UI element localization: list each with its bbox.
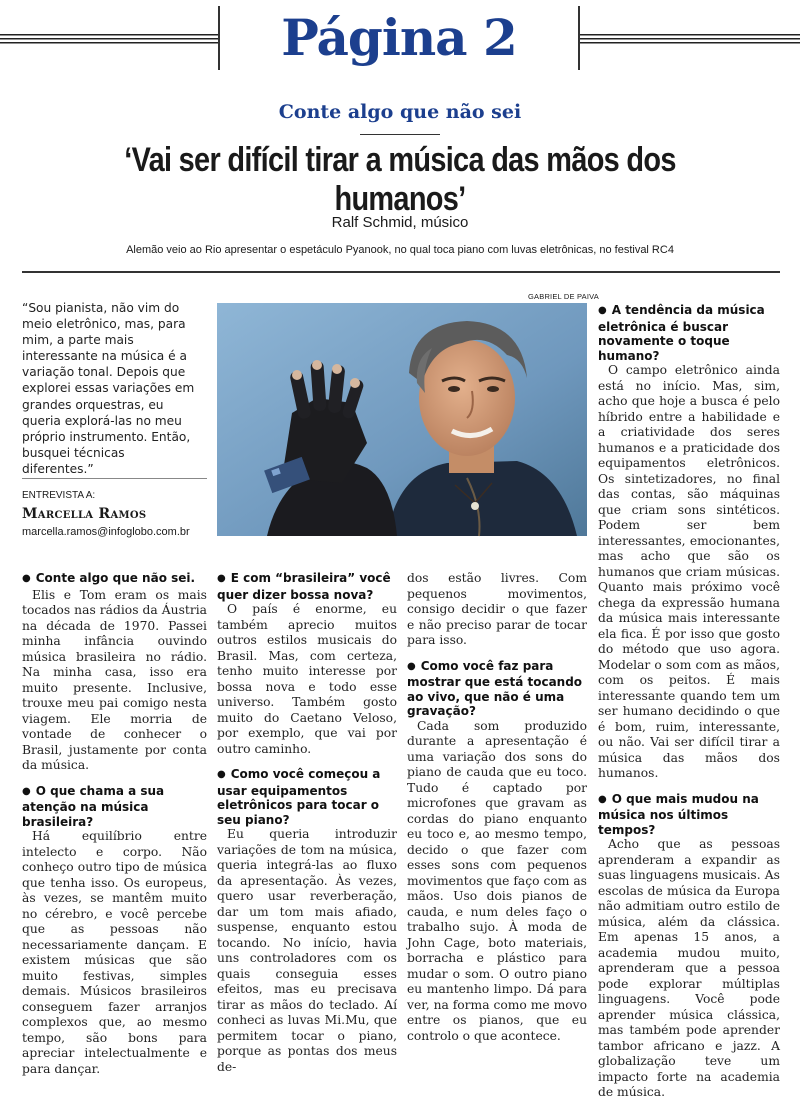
question: ● Conte algo que não sei. [22, 571, 207, 588]
article-column-1 [22, 571, 207, 1077]
page-title: Página 2 [281, 8, 517, 67]
masthead-rule-right [580, 34, 800, 46]
article-column-3 [407, 571, 587, 1044]
subheadline: Alemão veio ao Rio apresentar o espetáculo Pyanook, no qual toca piano com luvas eletrônicas, no festival RC4 [126, 244, 674, 256]
portrait-photo [217, 303, 587, 536]
headline: ‘Vai ser difícil tirar a música das mãos dos humanos’ [124, 141, 676, 218]
pull-quote: “Sou pianista, não vim do meio eletrônico, mas, para mim, a parte mais interessante na música é a variação tonal. Depois que explorei essas variações em grandes orquestras, eu queria explorá-las no meu próprio instrumento. Então, busquei técnicas diferentes.” [22, 301, 195, 476]
photo-credit: GABRIEL DE PAIVA [528, 292, 600, 301]
answer: Cada som produzido durante a apresentação é uma variação dos sons do piano de cauda que eu toco. Tudo é captado por microfones que gravam as cordas do piano enquanto eu toco e, ao mesmo tempo, decido o que fazer com esses sons com pequenos movimentos que faço com as mãos. Uso dois pianos de cauda, e num deles faço o trabalho sujo. À moda de John Cage, boto materiais, borracha e plástico para mudar o som. O outro piano eu mantenho limpo. Dá para ver, na forma como me movo entre os pianos, que eu controlo o que acontece. [407, 718, 587, 1043]
interviewer-name: Marcella Ramos [22, 506, 147, 522]
portrait-illustration [217, 303, 587, 536]
kicker-divider [360, 134, 440, 135]
question: ● Como você começou a usar equipamentos eletrônicos para tocar o seu piano? [217, 767, 397, 827]
interviewer-email[interactable]: marcella.ramos@infoglobo.com.br [22, 526, 190, 538]
question: ● O que chama a sua atenção na música brasileira? [22, 784, 207, 830]
question: ● E com “brasileira” você quer dizer bossa nova? [217, 571, 397, 602]
answer: O campo eletrônico ainda está no início. Mas, sim, acho que hoje a busca é pelo híbrido entre a habilidade e a criatividade dos seres humanos e a praticidade dos equipamentos eletrônicos. Os sintetizadores, no final das contas, são máquinas que criam sons sintéticos. Podem ser bem interessantes, emocionantes, mas acho que são os humanos que criam músicas. Quanto mais próximo você chega da expressão humana da música mais interessante ela fica. É por isso que gosto do método que uso agora. Modelar o som com as mãos, com os peitos. É mais interessante quando tem um ser humano decidindo o que é bom, ruim, interessante, ou não. Vai ser difícil tirar a música das mãos dos humanos. [598, 363, 780, 780]
article-column-4 [598, 303, 780, 1101]
section-kicker: Conte algo que não sei [278, 101, 522, 123]
answer: Eu queria introduzir variações de tom na música, queria integrá-las ao fluxo da apresentação. Às vezes, quero usar reverberação, dar um tom mais afiado, suspense, enquanto estou tocando. No início, havia uns controladores com os quais conseguia esses efeitos, mas eu precisava tirar as mãos do teclado. Aí conheci as luvas Mi.Mu, que permitem tocar o piano, porque as pontas dos meus de- [217, 827, 397, 1074]
answer-continuation: dos estão livres. Com pequenos movimentos, consigo decidir o que fazer e não preciso parar de tocar para isso. [407, 571, 587, 647]
interviewer-label: ENTREVISTA A: [22, 490, 96, 501]
article-column-2 [217, 571, 397, 1075]
interviewer-divider [22, 478, 207, 479]
answer: Elis e Tom eram os mais tocados nas rádios da Áustria na década de 1970. Passei minha infância ouvindo música brasileira no rádio. Na minha casa, isso era muito presente. Inclusive, trouxe meu pai comigo nesta viagem. Ele morria de vontade de conhecer o Brasil, justamente por conta da música. [22, 587, 207, 772]
header-divider [22, 271, 780, 273]
question: ● Como você faz para mostrar que está tocando ao vivo, que não é uma gravação? [407, 659, 587, 719]
question: ● A tendência da música eletrônica é buscar novamente o toque humano? [598, 303, 780, 363]
masthead-rule-left [0, 34, 218, 46]
answer: Há equilíbrio entre intelecto e corpo. Não conheço outro tipo de música que tenha isso. Os europeus, às vezes, se mantêm muito no cérebro, e você percebe que as pessoas não necessariamente dançam. E existem músicas que são muito festivas, simples demais. Músicos brasileiros conseguem fazer arranjos complexos que, ao mesmo tempo, são bons para apreciar intelectualmente e para dançar. [22, 829, 207, 1076]
answer: O país é enorme, eu também aprecio muitos outros estilos musicais do Brasil. Mas, com certeza, tenho muito interesse por bossa nova e todo esse universo. Também gosto muito do Caetano Veloso, por exemplo, que vai por outro caminho. [217, 602, 397, 756]
byline: Ralf Schmid, músico [331, 214, 469, 231]
question: ● O que mais mudou na música nos últimos tempos? [598, 792, 780, 838]
masthead [0, 0, 800, 80]
answer: Acho que as pessoas aprenderam a expandir as suas linguagens musicais. As escolas de música da Europa não admitiam outro estilo de música, além da clássica. Em apenas 15 anos, a academia mudou muito, aprenderam que a pessoa pode explorar múltiplas linguagens. Você pode aprender música clássica, mas também pode aprender tambor africano e jazz. A globalização teve um impacto forte na academia de música. [598, 837, 780, 1099]
